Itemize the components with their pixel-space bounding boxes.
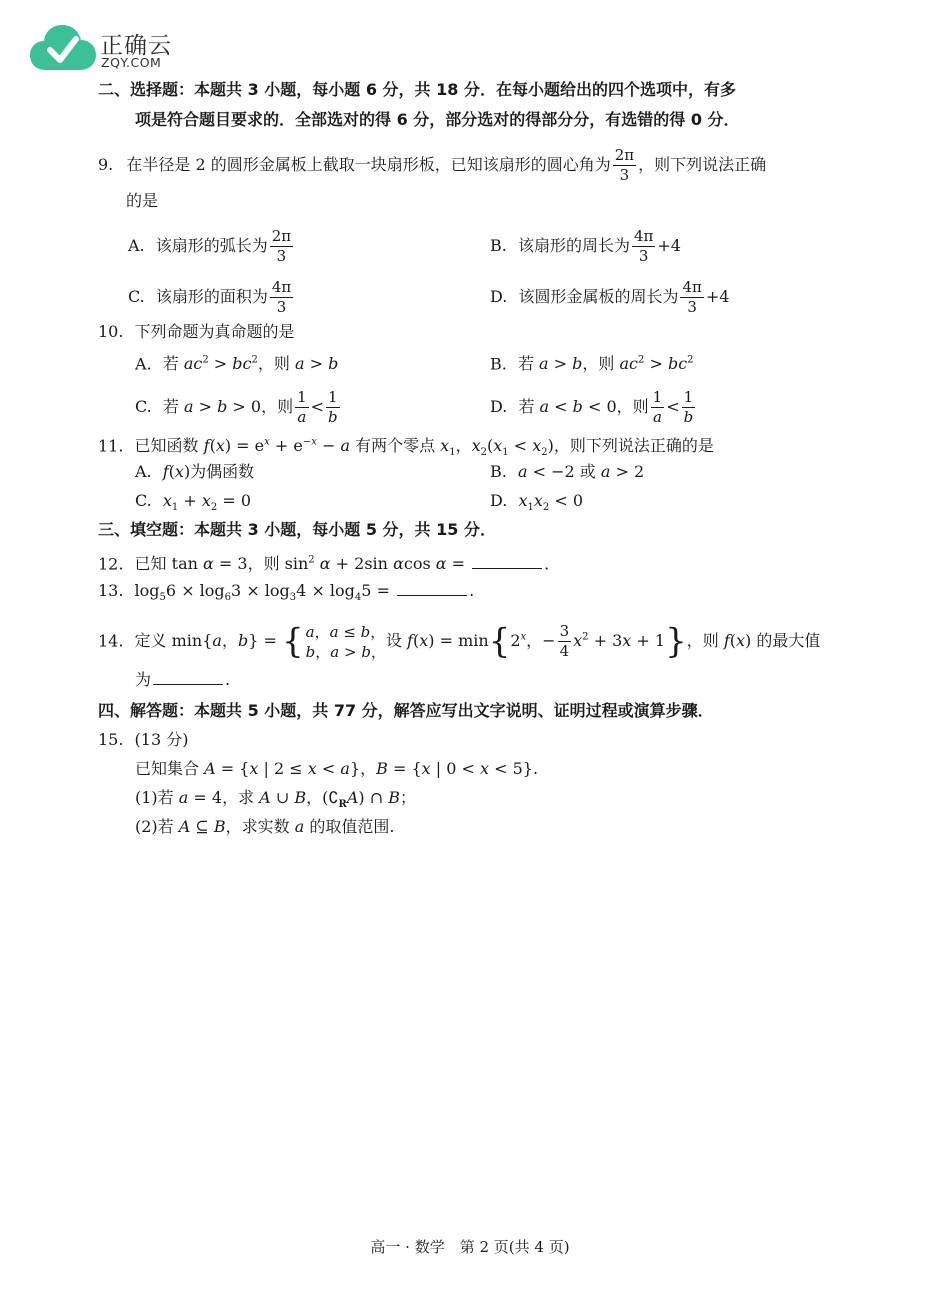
- q11-option-d: [490, 490, 583, 519]
- q15-header: [98, 729, 188, 751]
- q10-option-a-label: A.: [135, 354, 152, 374]
- q9-option-a-label: A.: [128, 236, 145, 255]
- q9-option-a-fraction: [270, 229, 293, 264]
- q15-number: 15.: [98, 730, 124, 749]
- q10-option-c-label: C.: [135, 397, 152, 416]
- q9-option-b-fraction: [632, 229, 655, 264]
- q9-angle-fraction: [613, 148, 636, 183]
- q9-option-a-text: 该扇形的弧长为: [155, 236, 268, 255]
- q9-option-d: [490, 280, 729, 315]
- q9-option-d-text: 该圆形金属板的周长为: [518, 287, 679, 306]
- q11-option-b-label: B.: [490, 462, 507, 481]
- section2-heading-line2: 项是符合题目要求的．全部选对的得 6 分，部分选对的得部分分，有选错的得 0 分．: [135, 110, 740, 129]
- q15-score: (13 分): [134, 730, 189, 749]
- q10-stem: [98, 321, 295, 343]
- logo-name: 正确云: [100, 33, 172, 59]
- q10-stem-text: 下列命题为真命题的是: [134, 322, 295, 341]
- section4-heading: 四、解答题：本题共 5 小题，共 77 分，解答应写出文字说明、证明过程或演算步骤．: [98, 701, 714, 720]
- q11-number: 11.: [98, 436, 124, 456]
- zqy-logo: [30, 22, 190, 78]
- q10-option-d-math: 若 a < b < 0，则 $\frac{1}{a}$ < $\frac{1}{b}$: [518, 388, 694, 426]
- q11-option-d-math: $x_1x_2 < 0$: [518, 491, 584, 514]
- q9-option-b-num: 4π: [633, 227, 654, 245]
- q9-option-d-num: 4π: [682, 278, 702, 296]
- q10-option-b-math: 若 a > b，则 $ac^2 > bc^2$: [517, 354, 694, 374]
- q15-part1: [135, 787, 416, 816]
- q9-option-c-label: C.: [128, 287, 145, 306]
- q9-option-d-fraction: [680, 280, 703, 315]
- q11-option-a-label: A.: [135, 462, 152, 481]
- q12-answer-blank[interactable]: [472, 554, 542, 569]
- q9-option-d-tail: +4: [705, 287, 730, 306]
- q9-option-b-tail: +4: [657, 236, 681, 255]
- q15-part2-label: (2): [135, 817, 158, 836]
- q11-stem-math: 已知函数 $f(x) = e^x + e^{-x} - a$ 有两个零点 $x_1$，$x_2(x_1 < x_2)$，则下列说法正确的是: [134, 436, 714, 459]
- q12: 12. 已知 tan α = 3，则 $\sin^2 \alpha + 2\sin$ αcos α = .: [98, 554, 550, 574]
- q15-part1-label: (1): [135, 788, 158, 807]
- q9-option-c-den: 3: [276, 298, 287, 316]
- q14-tail-line: 为 .: [135, 670, 231, 689]
- q10-option-d-label: D.: [490, 397, 508, 416]
- q10-option-b-label: B.: [490, 354, 507, 374]
- q9-angle-den: 3: [619, 166, 630, 184]
- q11-option-b: [490, 461, 644, 483]
- q9-stem: [98, 148, 766, 183]
- q9-option-d-den: 3: [687, 298, 697, 316]
- q12-number: 12.: [98, 554, 124, 574]
- q9-stem-text-a: 在半径是 2 的圆形金属板上截取一块扇形板，已知该扇形的圆心角为: [126, 155, 611, 174]
- cloud-check-icon: [30, 22, 96, 74]
- q15-part2-math: 若 A ⊆ B，求实数 a 的取值范围.: [157, 817, 395, 836]
- q9-option-c-text: 该扇形的面积为: [155, 287, 268, 306]
- q11-option-c: [135, 490, 251, 519]
- q12-math: 已知 tan α = 3，则 $\sin^2 \alpha + 2\sin$ αcos α =: [134, 554, 471, 574]
- q14-tail-text: 为: [135, 670, 152, 689]
- q15-part1-math: 若 a = 4，求 A ∪ B，$(∁_RA)$ ∩ B；: [157, 788, 416, 811]
- q15-part2: [135, 816, 395, 838]
- q9-option-a-den: 3: [276, 247, 287, 265]
- q13-math: $\log_56 \times \log_63 \times \log_34 \times \log_45$ =: [134, 581, 396, 604]
- q10-option-a: [135, 350, 338, 375]
- q14: [98, 618, 820, 662]
- q10-number: 10.: [98, 322, 124, 341]
- q11-option-b-math: a < −2 或 a > 2: [517, 462, 645, 481]
- q9-option-c-fraction: [270, 280, 293, 315]
- q9-option-c-num: 4π: [271, 278, 292, 296]
- q11-option-c-label: C.: [135, 491, 152, 510]
- q10-option-d: [490, 390, 697, 425]
- q11-option-a-math: f(x)为偶函数: [162, 462, 255, 481]
- q10-option-b: [490, 350, 694, 375]
- section2-heading-line1: 二、选择题：本题共 3 小题，每小题 6 分，共 18 分．在每小题给出的四个选项中，有多: [98, 80, 736, 99]
- q9-option-b: [490, 229, 681, 264]
- q14-answer-blank[interactable]: [153, 670, 223, 685]
- q9-stem-text-b: ，则下列说法正确: [638, 155, 767, 174]
- section3-heading: 三、填空题：本题共 3 小题，每小题 5 分，共 15 分．: [98, 520, 496, 539]
- q9-number: 9.: [98, 155, 114, 174]
- q9-option-b-text: 该扇形的周长为: [517, 236, 630, 255]
- q11-option-d-label: D.: [490, 491, 508, 510]
- q10-option-c-math: 若 a > b > 0，则 $\frac{1}{a}$ < $\frac{1}{b}$: [162, 388, 338, 426]
- q14-math-def: 定义 min{a，b} = { a，a ≤ b， b，a > b，: [134, 621, 386, 662]
- q9-option-a-num: 2π: [271, 227, 292, 245]
- q10-option-a-math: 若 $ac^2 > bc^2$，则 a > b: [162, 354, 339, 374]
- q11-option-c-math: $x_1 + x_2 = 0$: [162, 491, 252, 514]
- q14-math-fx: 设 $f(x) = \min\{2^x$，− $\frac{3}{4}$ $x^2 + 3x + 1$}，则 f(x) 的最大值: [385, 621, 821, 662]
- q13-answer-blank[interactable]: [397, 581, 467, 596]
- q9-stem-text-c: 的是: [126, 191, 159, 210]
- q9-option-b-den: 3: [638, 247, 649, 265]
- q9-option-c: [128, 280, 295, 315]
- q14-number: 14.: [98, 631, 124, 651]
- q9-option-d-label: D.: [490, 287, 508, 306]
- q9-option-a: [128, 229, 295, 264]
- logo-domain: ZQY.COM: [101, 55, 162, 70]
- q11-stem: [98, 432, 714, 465]
- q13-number: 13.: [98, 581, 124, 600]
- q11-option-a: [135, 461, 254, 483]
- q10-option-c: [135, 390, 342, 425]
- q9-option-b-label: B.: [490, 236, 507, 255]
- q9-angle-num: 2π: [614, 146, 635, 164]
- q13: 13. $\log_56 \times \log_63 \times \log_34 \times \log_45$ = .: [98, 581, 475, 604]
- q15-stem-math: 已知集合 A = {x | 2 ≤ x < a}，B = {x | 0 < x < 5}.: [135, 759, 539, 778]
- page-footer: 高一 · 数学 第 2 页(共 4 页): [370, 1238, 570, 1256]
